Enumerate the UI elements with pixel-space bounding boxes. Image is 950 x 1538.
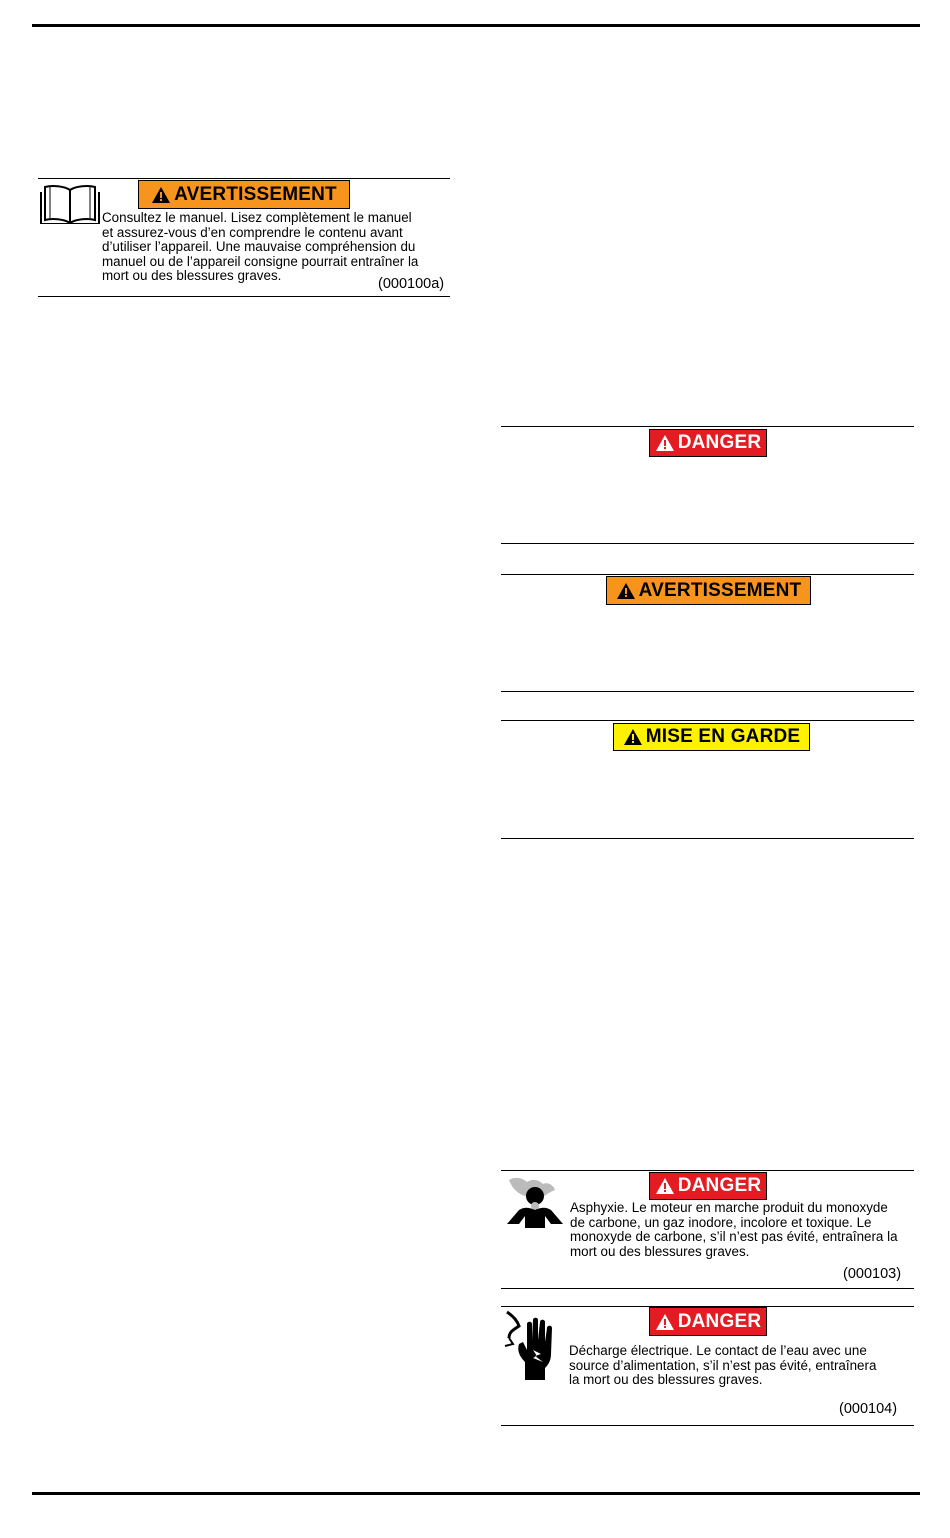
signal-word-danger — [649, 1307, 767, 1336]
signal-label: AVERTISSEMENT — [638, 579, 802, 601]
signal-word-danger — [649, 429, 767, 457]
box-top-rule — [501, 720, 914, 721]
warning-triangle-icon — [655, 1177, 675, 1195]
signal-label: DANGER — [677, 1175, 762, 1196]
asphyxia-danger-code: (000103) — [843, 1266, 902, 1282]
signal-word-avertissement — [138, 180, 350, 209]
warning-triangle-icon — [655, 434, 675, 452]
shock-danger-box — [501, 1306, 914, 1428]
danger-example-box — [501, 426, 914, 546]
warning-triangle-icon — [616, 582, 636, 600]
signal-label: MISE EN GARDE — [645, 726, 801, 747]
open-book-icon — [40, 182, 100, 229]
top-border — [32, 24, 920, 27]
avertissement-example-box — [501, 574, 914, 694]
box-bottom-rule — [501, 1425, 914, 1426]
signal-word-danger — [649, 1172, 767, 1200]
box-bottom-rule — [501, 838, 914, 839]
box-bottom-rule — [501, 1288, 914, 1289]
asphyxiation-person-icon — [505, 1174, 563, 1233]
box-bottom-rule — [501, 691, 914, 692]
asphyxia-danger-box — [501, 1170, 914, 1290]
signal-label: AVERTISSEMENT — [174, 183, 337, 205]
signal-label: DANGER — [677, 1310, 762, 1332]
warning-triangle-icon — [623, 728, 643, 746]
manual-warning-code: (000100a) — [378, 276, 445, 292]
box-bottom-rule — [501, 543, 914, 544]
warning-triangle-icon — [151, 186, 171, 204]
asphyxia-danger-text: Asphyxie. Le moteur en marche produit du monoxyde de carbone, un gaz inodore, incolore et toxique. Le monoxyde de carbone, s’il n’est pas évité, entraînera la mort ou des blessures graves. — [570, 1200, 898, 1259]
box-top-rule — [38, 178, 450, 179]
signal-word-avertissement — [606, 576, 811, 605]
box-top-rule — [501, 426, 914, 427]
warning-triangle-icon — [655, 1313, 675, 1331]
box-top-rule — [501, 1170, 914, 1171]
signal-word-mise-en-garde — [613, 723, 810, 751]
bottom-border — [32, 1492, 920, 1495]
electric-shock-hand-icon — [503, 1310, 561, 1387]
shock-danger-text: Décharge électrique. Le contact de l’eau avec une source d’alimentation, s’il n’est pas évité, entraînera la mort ou des blessures graves. — [569, 1343, 877, 1387]
manual-warning-box — [38, 178, 450, 298]
manual-warning-text: Consultez le manuel. Lisez complètement le manuel et assurez-vous d’en comprendre le contenu avant d’utiliser l’appareil. Une mauvaise compréhension du manuel ou de l’appareil consigne pourrait entraîner la mort ou des blessures graves. — [102, 210, 419, 283]
shock-danger-code: (000104) — [839, 1401, 898, 1417]
mise-en-garde-example-box — [501, 720, 914, 842]
box-bottom-rule — [38, 296, 450, 297]
signal-label: DANGER — [677, 432, 762, 453]
box-top-rule — [501, 574, 914, 575]
